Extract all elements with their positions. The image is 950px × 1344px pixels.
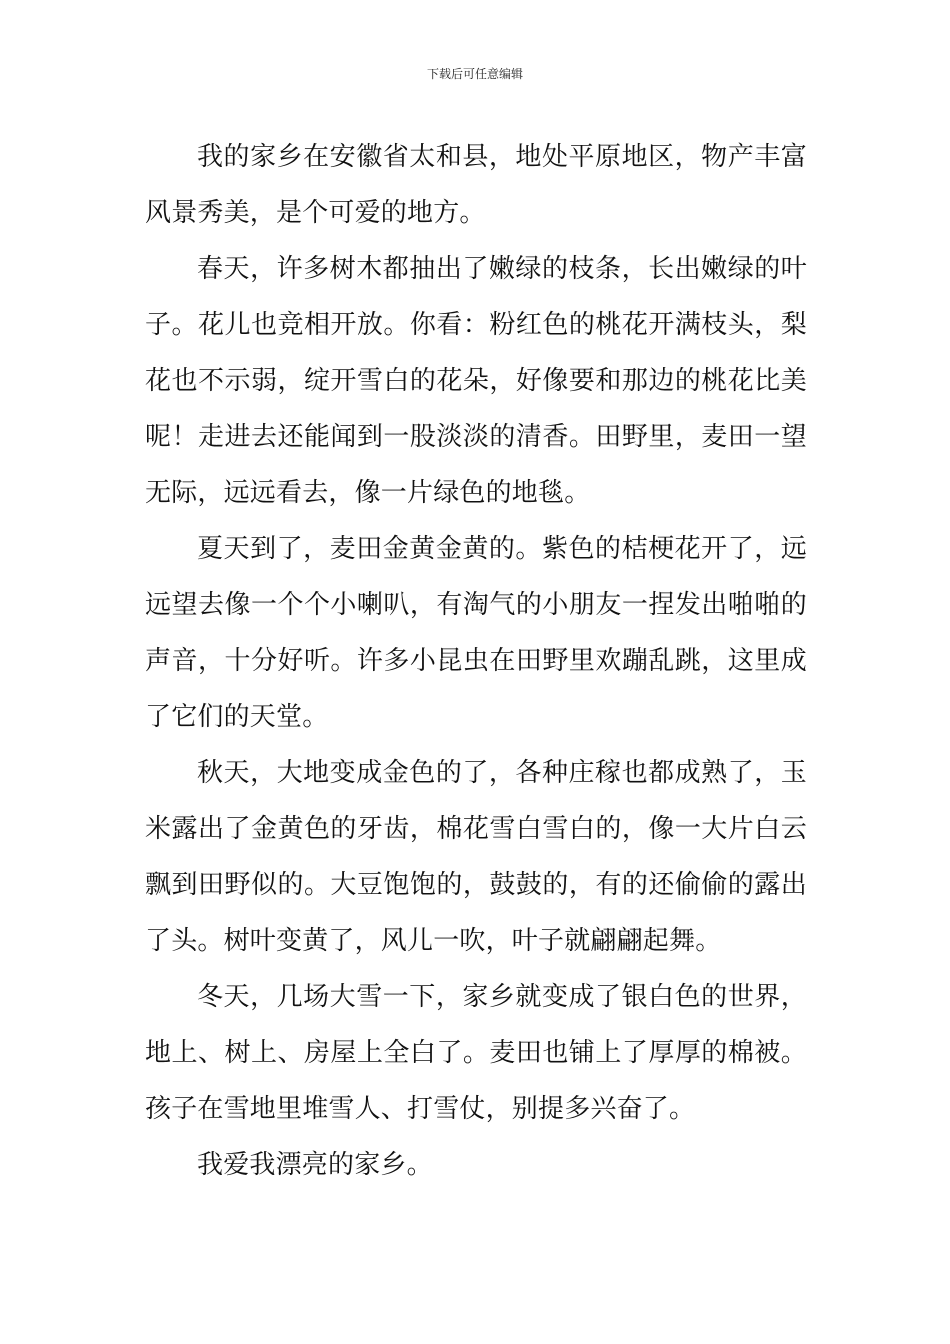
essay-body xyxy=(145,129,807,1193)
page-header: 下载后可任意编辑 xyxy=(426,67,523,81)
paragraph-winter: 冬天，几场大雪一下，家乡就变成了银白色的世界，地上、树上、房屋上全白了。麦田也铺上了厚厚的棉被。孩子在雪地里堆雪人、打雪仗，别提多兴奋了。 xyxy=(145,982,807,1124)
paragraph-conclusion: 我爱我漂亮的家乡。 xyxy=(197,1150,433,1180)
paragraph-summer: 夏天到了，麦田金黄金黄的。紫色的桔梗花开了，远远望去像一个个小喇叭，有淘气的小朋友一捏发出啪啪的声音，十分好听。许多小昆虫在田野里欢蹦乱跳，这里成了它们的天堂。 xyxy=(145,534,807,732)
paragraph-spring: 春天，许多树木都抽出了嫩绿的枝条，长出嫩绿的叶子。花儿也竞相开放。你看：粉红色的桃花开满枝头，梨花也不示弱，绽开雪白的花朵，好像要和那边的桃花比美呢！走进去还能闻到一股淡淡的清香。田野里，麦田一望无际，远远看去，像一片绿色的地毯。 xyxy=(145,254,807,508)
paragraph-intro: 我的家乡在安徽省太和县，地处平原地区，物产丰富风景秀美，是个可爱的地方。 xyxy=(145,142,807,228)
paragraph-autumn: 秋天，大地变成金色的了，各种庄稼也都成熟了，玉米露出了金黄色的牙齿，棉花雪白雪白的，像一大片白云飘到田野似的。大豆饱饱的，鼓鼓的，有的还偷偷的露出了头。树叶变黄了，风儿一吹，叶子就翩翩起舞。 xyxy=(145,758,807,956)
